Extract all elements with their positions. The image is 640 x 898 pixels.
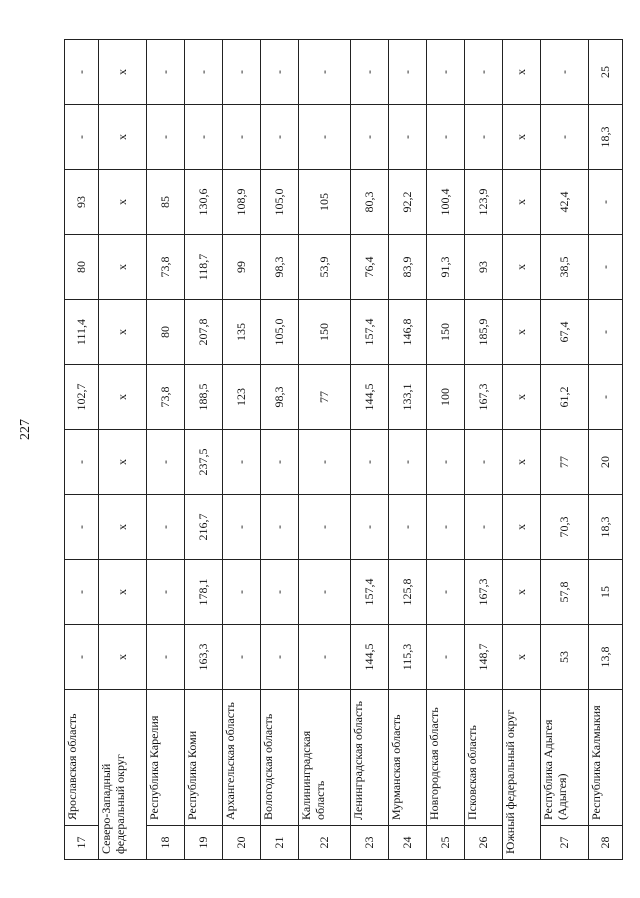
- value-cell: -: [465, 105, 503, 170]
- value-cell: 80,3: [351, 170, 389, 235]
- value-cell: 150: [427, 300, 465, 365]
- value-cell: 163,3: [185, 625, 223, 690]
- value-cell: 18,3: [589, 105, 623, 170]
- value-cell: -: [261, 625, 299, 690]
- value-cell: x: [503, 40, 541, 105]
- row-number: 23: [351, 826, 389, 860]
- row-number: 26: [465, 826, 503, 860]
- value-cell: -: [541, 105, 589, 170]
- region-name: Калининградская область: [299, 690, 351, 826]
- value-cell: -: [147, 560, 185, 625]
- value-cell: -: [427, 625, 465, 690]
- row-number: 22: [299, 826, 351, 860]
- value-cell: 144,5: [351, 365, 389, 430]
- table-row: [351, 40, 389, 860]
- value-cell: 157,4: [351, 300, 389, 365]
- value-cell: -: [541, 40, 589, 105]
- table-row: [65, 40, 99, 860]
- value-cell: 18,3: [589, 495, 623, 560]
- value-cell: 105,0: [261, 300, 299, 365]
- value-cell: 20: [589, 430, 623, 495]
- value-cell: 92,2: [389, 170, 427, 235]
- value-cell: -: [147, 40, 185, 105]
- value-cell: -: [147, 430, 185, 495]
- region-name: Ярославская область: [65, 690, 99, 826]
- value-cell: -: [427, 40, 465, 105]
- value-cell: 157,4: [351, 560, 389, 625]
- table-row: [465, 40, 503, 860]
- district-name: Южный федеральный округ: [503, 690, 541, 860]
- value-cell: -: [299, 105, 351, 170]
- value-cell: 85: [147, 170, 185, 235]
- region-name: Вологодская область: [261, 690, 299, 826]
- table-row: [389, 40, 427, 860]
- value-cell: x: [99, 300, 147, 365]
- value-cell: x: [99, 625, 147, 690]
- value-cell: x: [99, 365, 147, 430]
- value-cell: -: [299, 430, 351, 495]
- value-cell: 57,8: [541, 560, 589, 625]
- value-cell: -: [389, 430, 427, 495]
- row-number: 27: [541, 826, 589, 860]
- district-name: Северо-Западный федеральный округ: [99, 690, 147, 860]
- value-cell: 67,4: [541, 300, 589, 365]
- value-cell: 93: [465, 235, 503, 300]
- value-cell: 185,9: [465, 300, 503, 365]
- row-number: 24: [389, 826, 427, 860]
- value-cell: -: [589, 300, 623, 365]
- row-number: 19: [185, 826, 223, 860]
- value-cell: 123: [223, 365, 261, 430]
- value-cell: 105,0: [261, 170, 299, 235]
- value-cell: -: [427, 560, 465, 625]
- value-cell: -: [351, 495, 389, 560]
- value-cell: -: [589, 235, 623, 300]
- value-cell: 118,7: [185, 235, 223, 300]
- value-cell: 207,8: [185, 300, 223, 365]
- value-cell: 15: [589, 560, 623, 625]
- value-cell: 61,2: [541, 365, 589, 430]
- value-cell: -: [223, 40, 261, 105]
- value-cell: 25: [589, 40, 623, 105]
- value-cell: 216,7: [185, 495, 223, 560]
- value-cell: 178,1: [185, 560, 223, 625]
- rotated-table-container: [64, 40, 612, 860]
- value-cell: 93: [65, 170, 99, 235]
- value-cell: 53,9: [299, 235, 351, 300]
- value-cell: 53: [541, 625, 589, 690]
- row-number: 18: [147, 826, 185, 860]
- value-cell: -: [299, 495, 351, 560]
- value-cell: 125,8: [389, 560, 427, 625]
- value-cell: -: [299, 625, 351, 690]
- value-cell: x: [99, 235, 147, 300]
- data-table: [64, 39, 623, 860]
- value-cell: -: [299, 40, 351, 105]
- value-cell: -: [261, 430, 299, 495]
- value-cell: 167,3: [465, 365, 503, 430]
- table-row: [223, 40, 261, 860]
- table-row: [541, 40, 589, 860]
- value-cell: -: [389, 40, 427, 105]
- value-cell: -: [185, 105, 223, 170]
- value-cell: -: [223, 625, 261, 690]
- value-cell: 91,3: [427, 235, 465, 300]
- row-number: 25: [427, 826, 465, 860]
- value-cell: x: [503, 430, 541, 495]
- value-cell: 188,5: [185, 365, 223, 430]
- value-cell: -: [147, 625, 185, 690]
- value-cell: 70,3: [541, 495, 589, 560]
- value-cell: 99: [223, 235, 261, 300]
- value-cell: -: [351, 40, 389, 105]
- region-name: Архангельская область: [223, 690, 261, 826]
- value-cell: 150: [299, 300, 351, 365]
- region-name: Республика Адыгея (Адыгея): [541, 690, 589, 826]
- value-cell: -: [465, 430, 503, 495]
- value-cell: -: [223, 560, 261, 625]
- value-cell: -: [147, 495, 185, 560]
- value-cell: -: [65, 560, 99, 625]
- value-cell: x: [99, 430, 147, 495]
- value-cell: 167,3: [465, 560, 503, 625]
- value-cell: -: [589, 170, 623, 235]
- value-cell: -: [261, 495, 299, 560]
- value-cell: 237,5: [185, 430, 223, 495]
- value-cell: 130,6: [185, 170, 223, 235]
- region-name: Мурманская область: [389, 690, 427, 826]
- value-cell: x: [99, 495, 147, 560]
- value-cell: 42,4: [541, 170, 589, 235]
- region-name: Республика Коми: [185, 690, 223, 826]
- value-cell: 98,3: [261, 365, 299, 430]
- value-cell: -: [223, 495, 261, 560]
- table-row: [503, 40, 541, 860]
- value-cell: 100,4: [427, 170, 465, 235]
- table-row: [185, 40, 223, 860]
- value-cell: -: [389, 495, 427, 560]
- value-cell: -: [65, 430, 99, 495]
- value-cell: 135: [223, 300, 261, 365]
- value-cell: -: [261, 40, 299, 105]
- value-cell: -: [65, 40, 99, 105]
- value-cell: 100: [427, 365, 465, 430]
- value-cell: 76,4: [351, 235, 389, 300]
- region-name: Республика Калмыкия: [589, 690, 623, 826]
- value-cell: x: [503, 560, 541, 625]
- value-cell: x: [503, 300, 541, 365]
- value-cell: 98,3: [261, 235, 299, 300]
- table-row: [589, 40, 623, 860]
- value-cell: 83,9: [389, 235, 427, 300]
- value-cell: -: [427, 495, 465, 560]
- value-cell: -: [65, 625, 99, 690]
- row-number: 17: [65, 826, 99, 860]
- value-cell: -: [223, 105, 261, 170]
- table-row: [99, 40, 147, 860]
- value-cell: -: [65, 105, 99, 170]
- value-cell: 123,9: [465, 170, 503, 235]
- value-cell: -: [389, 105, 427, 170]
- value-cell: -: [465, 495, 503, 560]
- value-cell: 105: [299, 170, 351, 235]
- value-cell: 144,5: [351, 625, 389, 690]
- value-cell: 111,4: [65, 300, 99, 365]
- value-cell: 148,7: [465, 625, 503, 690]
- value-cell: x: [503, 235, 541, 300]
- value-cell: 73,8: [147, 365, 185, 430]
- table-row: [299, 40, 351, 860]
- table-row: [261, 40, 299, 860]
- region-name: Новгородская область: [427, 690, 465, 826]
- row-number: 21: [261, 826, 299, 860]
- value-cell: x: [503, 170, 541, 235]
- table-row: [427, 40, 465, 860]
- value-cell: 146,8: [389, 300, 427, 365]
- value-cell: x: [503, 495, 541, 560]
- region-name: Ленинградская область: [351, 690, 389, 826]
- value-cell: x: [503, 365, 541, 430]
- value-cell: -: [589, 365, 623, 430]
- value-cell: -: [261, 560, 299, 625]
- value-cell: x: [99, 560, 147, 625]
- value-cell: -: [65, 495, 99, 560]
- value-cell: -: [465, 40, 503, 105]
- value-cell: 13,8: [589, 625, 623, 690]
- value-cell: x: [99, 170, 147, 235]
- value-cell: x: [503, 105, 541, 170]
- value-cell: 38,5: [541, 235, 589, 300]
- value-cell: 77: [299, 365, 351, 430]
- value-cell: -: [427, 105, 465, 170]
- value-cell: -: [427, 430, 465, 495]
- region-name: Псковская область: [465, 690, 503, 826]
- value-cell: 80: [65, 235, 99, 300]
- table-row: [147, 40, 185, 860]
- value-cell: x: [503, 625, 541, 690]
- value-cell: -: [351, 430, 389, 495]
- value-cell: 73,8: [147, 235, 185, 300]
- value-cell: 115,3: [389, 625, 427, 690]
- page-number: 227: [18, 419, 33, 440]
- value-cell: x: [99, 105, 147, 170]
- value-cell: -: [223, 430, 261, 495]
- value-cell: 108,9: [223, 170, 261, 235]
- value-cell: 133,1: [389, 365, 427, 430]
- value-cell: 77: [541, 430, 589, 495]
- value-cell: -: [185, 40, 223, 105]
- value-cell: 80: [147, 300, 185, 365]
- row-number: 20: [223, 826, 261, 860]
- value-cell: -: [261, 105, 299, 170]
- value-cell: 102,7: [65, 365, 99, 430]
- row-number: 28: [589, 826, 623, 860]
- region-name: Республика Карелия: [147, 690, 185, 826]
- value-cell: -: [147, 105, 185, 170]
- value-cell: x: [99, 40, 147, 105]
- value-cell: -: [351, 105, 389, 170]
- value-cell: -: [299, 560, 351, 625]
